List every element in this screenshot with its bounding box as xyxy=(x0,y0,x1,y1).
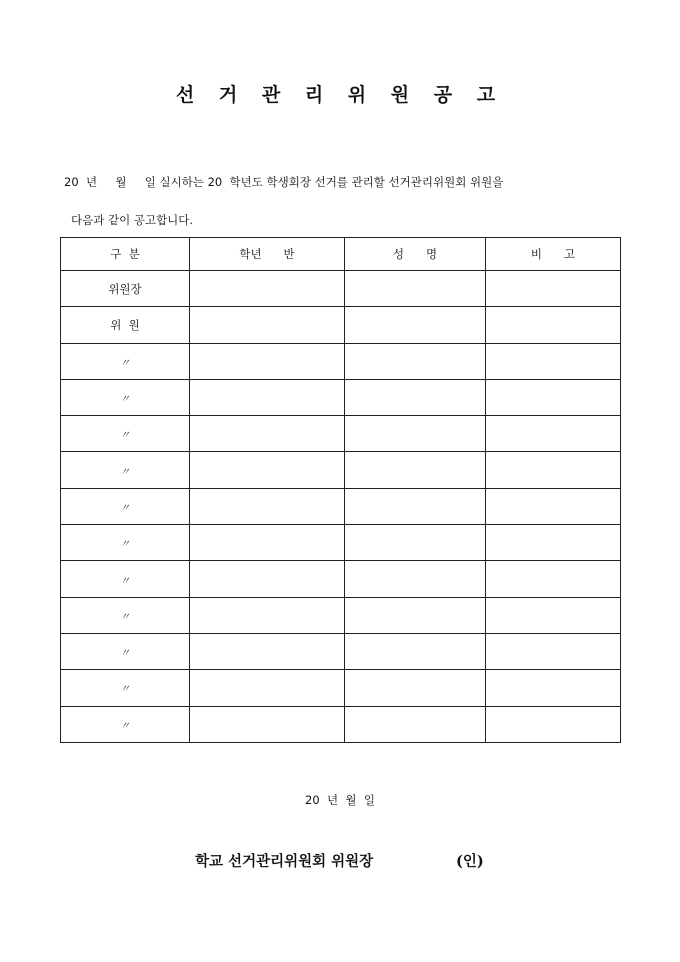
row-remarks-cell xyxy=(486,379,621,415)
row-name-cell xyxy=(345,525,486,561)
table-row xyxy=(61,597,621,633)
row-remarks-cell xyxy=(486,416,621,452)
table-row xyxy=(61,452,621,488)
row-name-cell xyxy=(345,597,486,633)
table-row xyxy=(61,416,621,452)
row-grade-class-cell xyxy=(190,488,345,524)
row-name-cell xyxy=(345,271,486,307)
row-remarks-cell xyxy=(486,343,621,379)
row-grade-class-cell xyxy=(190,670,345,706)
row-category-cell: 〃 xyxy=(61,343,190,379)
row-grade-class-cell xyxy=(190,633,345,669)
row-remarks-cell xyxy=(486,633,621,669)
row-name-cell xyxy=(345,488,486,524)
table-body xyxy=(61,271,621,743)
row-remarks-cell xyxy=(486,670,621,706)
row-category-cell: 〃 xyxy=(61,597,190,633)
committee-members-table xyxy=(60,237,621,743)
signature-line: 학교 선거관리위원회 위원장 xyxy=(195,853,374,870)
row-remarks-cell xyxy=(486,561,621,597)
row-grade-class-cell xyxy=(190,379,345,415)
row-category-cell: 〃 xyxy=(61,488,190,524)
row-name-cell xyxy=(345,706,486,742)
row-category-cell: 〃 xyxy=(61,633,190,669)
date-line: 20 년 월 일 xyxy=(305,793,375,807)
row-category-cell: 위원장 xyxy=(61,271,190,307)
row-name-cell xyxy=(345,670,486,706)
row-grade-class-cell xyxy=(190,416,345,452)
row-name-cell xyxy=(345,561,486,597)
row-name-cell xyxy=(345,379,486,415)
row-grade-class-cell xyxy=(190,307,345,343)
table-row xyxy=(61,706,621,742)
intro-text-line-2: 다음과 같이 공고합니다. xyxy=(71,213,194,227)
row-name-cell xyxy=(345,343,486,379)
intro-text-line-1: 20 년 월 일 실시하는 20 학년도 학생회장 선거를 관리할 선거관리위원회 위원을 xyxy=(64,175,504,189)
row-remarks-cell xyxy=(486,488,621,524)
header-remarks: 비 고 xyxy=(486,238,621,271)
row-grade-class-cell xyxy=(190,452,345,488)
row-remarks-cell xyxy=(486,706,621,742)
row-category-cell: 위 원 xyxy=(61,307,190,343)
row-grade-class-cell xyxy=(190,597,345,633)
row-grade-class-cell xyxy=(190,271,345,307)
row-grade-class-cell xyxy=(190,706,345,742)
table-row xyxy=(61,488,621,524)
row-grade-class-cell xyxy=(190,343,345,379)
row-category-cell: 〃 xyxy=(61,379,190,415)
table-row xyxy=(61,633,621,669)
table-row xyxy=(61,307,621,343)
table-row xyxy=(61,561,621,597)
row-grade-class-cell xyxy=(190,561,345,597)
row-category-cell: 〃 xyxy=(61,706,190,742)
row-grade-class-cell xyxy=(190,525,345,561)
table-row xyxy=(61,670,621,706)
row-remarks-cell xyxy=(486,452,621,488)
row-remarks-cell xyxy=(486,307,621,343)
row-remarks-cell xyxy=(486,597,621,633)
table-row xyxy=(61,271,621,307)
table-row xyxy=(61,525,621,561)
row-category-cell: 〃 xyxy=(61,416,190,452)
row-category-cell: 〃 xyxy=(61,525,190,561)
row-remarks-cell xyxy=(486,271,621,307)
row-category-cell: 〃 xyxy=(61,670,190,706)
header-name: 성 명 xyxy=(345,238,486,271)
header-grade-class: 학년 반 xyxy=(190,238,345,271)
row-remarks-cell xyxy=(486,525,621,561)
row-category-cell: 〃 xyxy=(61,452,190,488)
table-row xyxy=(61,379,621,415)
header-category: 구 분 xyxy=(61,238,190,271)
row-category-cell: 〃 xyxy=(61,561,190,597)
row-name-cell xyxy=(345,416,486,452)
row-name-cell xyxy=(345,633,486,669)
document-title: 선 거 관 리 위 원 공 고 xyxy=(175,84,505,106)
seal-mark: (인) xyxy=(456,853,484,870)
row-name-cell xyxy=(345,307,486,343)
table-row xyxy=(61,343,621,379)
table-header-row xyxy=(61,238,621,271)
row-name-cell xyxy=(345,452,486,488)
